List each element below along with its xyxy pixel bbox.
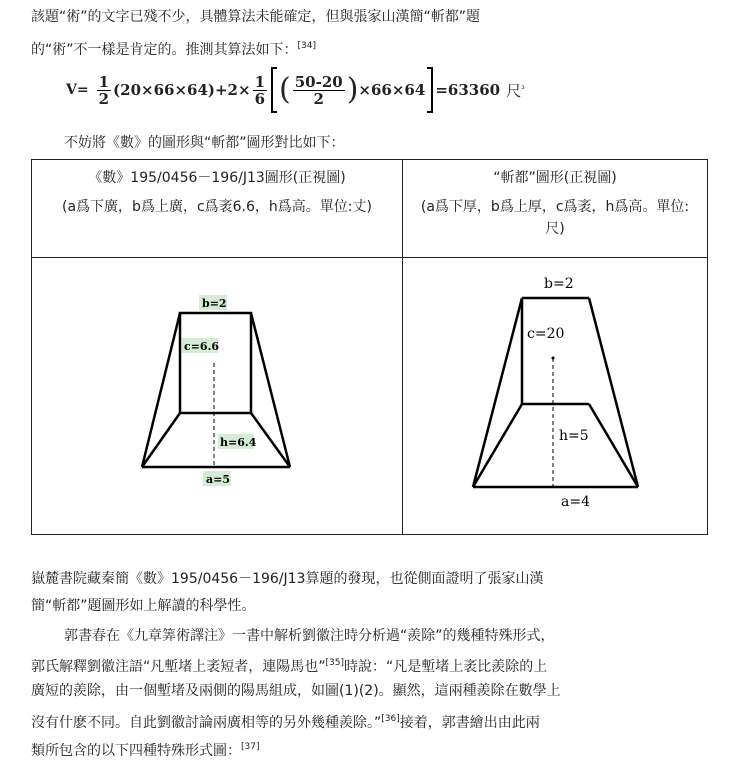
formula-unit: 尺 xyxy=(506,81,522,100)
left-header-cell xyxy=(32,160,403,258)
formula-sixth-fraction xyxy=(253,74,267,107)
comparison-table xyxy=(31,159,708,535)
right-figure-cell xyxy=(403,258,708,535)
para2-line-4 xyxy=(31,709,540,733)
formula-left-bracket xyxy=(271,67,277,113)
para2-line-2b: 時說：“凡是塹堵上袤比羨除的上 xyxy=(344,659,548,675)
formula-inner-fraction xyxy=(293,74,345,107)
footnote-ref-34[interactable]: [34] xyxy=(297,41,316,51)
para2-line-1: 郭書春在《九章筭術譯注》一書中解析劉徽注時分析過“羨除”的幾種特殊形式， xyxy=(64,628,555,644)
footnote-ref-35[interactable]: [35] xyxy=(325,658,344,668)
left-figure-desc: (a爲下廣，b爲上廣，c爲袤6.6，h爲高。單位:丈) xyxy=(62,199,372,215)
intro-line-2 xyxy=(31,36,316,60)
left-figure-title: 《數》195/0456－196/J13圖形(正視圖) xyxy=(88,170,346,186)
right-trapezoid-figure xyxy=(403,258,709,534)
right-fig-right-slant xyxy=(589,298,638,487)
left-fig-left-slant xyxy=(142,313,180,467)
formula-sixth-num: 1 xyxy=(254,72,265,91)
compare-intro: 不妨將《數》的圖形與“斬都”圖形對比如下： xyxy=(64,135,345,151)
formula-result: =63360 xyxy=(435,81,501,99)
left-fig-right-slant xyxy=(251,313,290,467)
left-label-b: b=2 xyxy=(202,297,227,310)
formula-open-paren: ( xyxy=(279,72,291,107)
volume-formula xyxy=(66,64,525,116)
para1-line-1: 嶽麓書院藏秦簡《數》195/0456－196/J13算題的發現，也從側面證明了張家山漢 xyxy=(31,571,544,587)
para2-line-2 xyxy=(31,653,547,677)
para2-line-3: 廣短的羨除，由一個塹堵及兩側的陽馬組成，如圖(1)(2)。顯然，這兩種羨除在數學上 xyxy=(31,683,561,699)
right-figure-title: “斬都”圖形(正視圖) xyxy=(493,170,617,186)
formula-half-fraction xyxy=(97,74,111,107)
formula-close-paren: ) xyxy=(346,72,359,107)
footnote-ref-36[interactable]: [36] xyxy=(381,714,400,724)
formula-inner-num: 50-20 xyxy=(294,72,343,91)
right-fig-center-dot xyxy=(552,357,555,360)
para2-line-2a: 郭氏解釋劉徽注語“凡塹堵上袤短者，連陽馬也” xyxy=(31,659,326,675)
left-fig-inner-rect xyxy=(180,313,251,413)
right-label-h: h=5 xyxy=(559,428,589,444)
para2-line-4a: 沒有什麽不同。自此劉徽討論兩廣相等的另外幾種羨除。” xyxy=(31,715,382,731)
left-label-h: h=6.4 xyxy=(220,436,257,449)
intro-line-1: 該題“術”的文字已殘不少，具體算法未能確定，但與張家山漢簡“斬都”題 xyxy=(31,9,481,25)
left-trapezoid-figure xyxy=(32,258,402,534)
right-fig-inner-right-diag xyxy=(589,404,638,487)
right-header-cell xyxy=(403,160,708,258)
formula-term1: (20×66×64)+2× xyxy=(113,81,251,99)
left-figure-cell xyxy=(32,258,403,535)
left-label-c: c=6.6 xyxy=(184,340,220,353)
right-label-c: c=20 xyxy=(527,326,565,342)
formula-half-den: 2 xyxy=(98,89,110,108)
formula-right-bracket xyxy=(427,67,433,113)
footnote-ref-37[interactable]: [37] xyxy=(241,742,260,752)
para2-line-5a: 類所包含的以下四種特殊形式圖： xyxy=(31,743,241,759)
para2-line-5 xyxy=(31,737,259,761)
formula-half-num: 1 xyxy=(98,72,110,91)
right-label-b: b=2 xyxy=(544,276,574,292)
formula-lhs: V= xyxy=(66,82,89,98)
comparison-header-row xyxy=(32,160,708,258)
right-fig-left-slant xyxy=(473,298,522,487)
para1-line-2: 簡“斬都”題圖形如上解讀的科學性。 xyxy=(31,598,256,614)
right-fig-inner-left-diag xyxy=(473,404,522,487)
left-label-a: a=5 xyxy=(206,473,230,486)
right-figure-desc: (a爲下厚，b爲上厚，c爲袤，h爲高。單位:尺) xyxy=(420,199,690,237)
comparison-figure-row xyxy=(32,258,708,535)
formula-mult: ×66×64 xyxy=(358,81,426,99)
para2-line-4b: 接着，郭書繪出由此兩 xyxy=(399,715,540,731)
formula-inner-den: 2 xyxy=(313,89,324,108)
right-label-a: a=4 xyxy=(561,494,590,510)
formula-unit-mark: ³ xyxy=(521,85,525,95)
intro-line-2-text: 的“術”不一樣是肯定的。推測其算法如下： xyxy=(31,42,298,58)
formula-sixth-den: 6 xyxy=(254,89,265,108)
